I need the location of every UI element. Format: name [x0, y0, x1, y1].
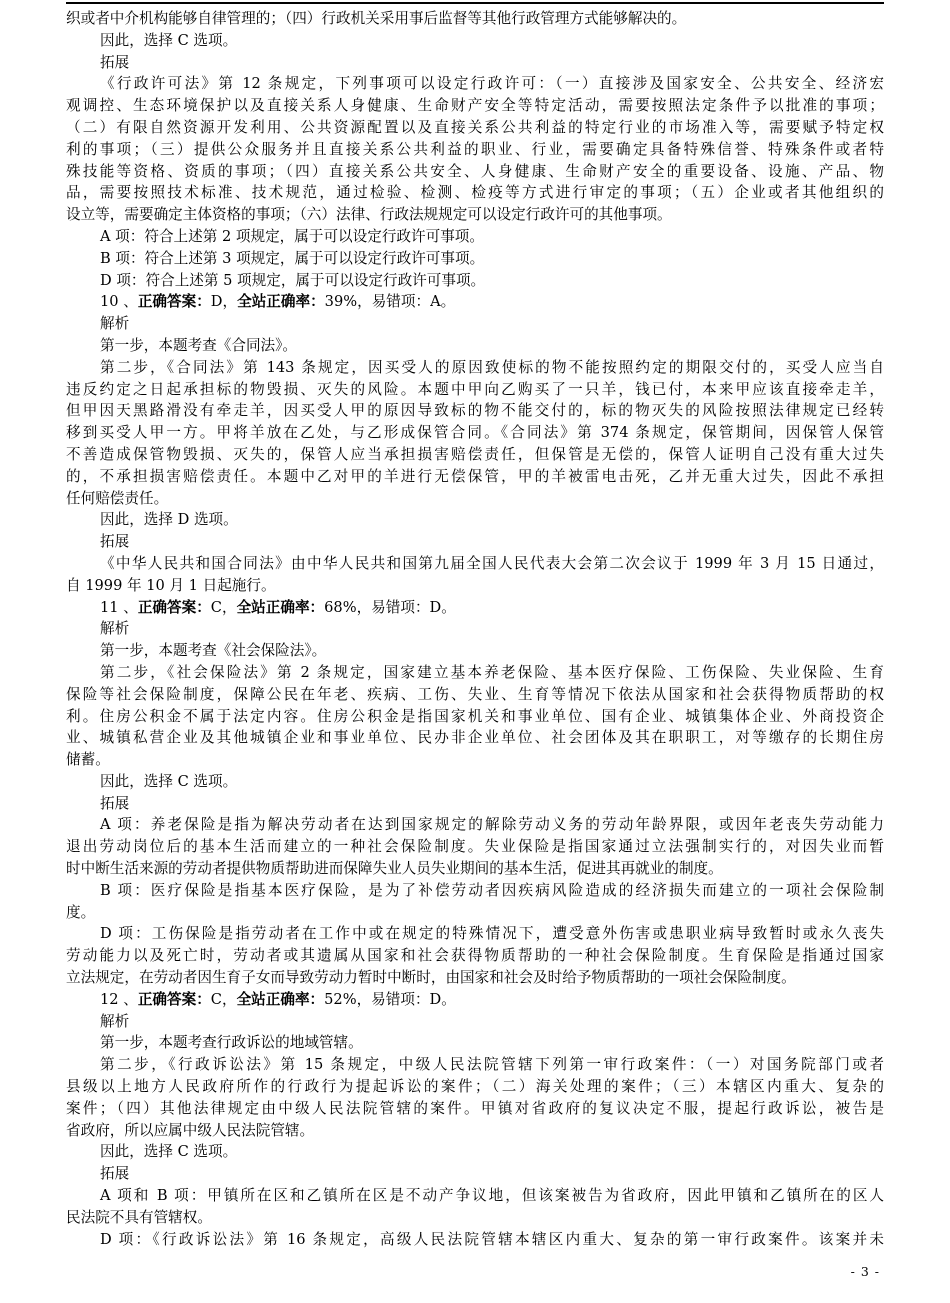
correct-answer-label: 正确答案：: [137, 598, 211, 616]
paragraph-line: 退出劳动岗位后的基本生活而建立的一种社会保险制度。失业保险是指国家通过立法强制实行的，对因失业而暂: [66, 838, 884, 856]
correct-answer-value: C，: [210, 598, 237, 616]
paragraph-line: 解析: [100, 620, 130, 638]
paragraph-line: D 项：工伤保险是指劳动者在工作中或在规定的特殊情况下，遭受意外伤害或患职业病导致暂时或永久丧失: [100, 925, 884, 943]
accuracy-label: 全站正确率：: [237, 293, 325, 311]
answer-summary: [66, 291, 884, 313]
paragraph-line: 拓展: [100, 1165, 130, 1183]
correct-answer-value: D，: [210, 293, 238, 311]
paragraph-line: A 项：养老保险是指为解决劳动者在达到国家规定的解除劳动义务的劳动年龄界限，或因年老丧失劳动能力: [100, 816, 884, 834]
paragraph-line: 因此，选择 C 选项。: [100, 1143, 238, 1161]
paragraph-line: 设立等，需要确定主体资格的事项；（六）法律、行政法规规定可以设定行政许可的其他事项。: [66, 206, 672, 224]
paragraph-line: 第一步，本题考查《社会保险法》。: [100, 642, 327, 660]
accuracy-label: 全站正确率：: [236, 598, 325, 616]
paragraph-line: 县级以上地方人民政府所作的行政行为提起诉讼的案件；（二）海关处理的案件；（三）本辖区内重大、复杂的: [66, 1078, 884, 1096]
correct-answer-label: 正确答案：: [137, 293, 211, 311]
paragraph-line: 省政府，所以应属中级人民法院管辖。: [66, 1121, 315, 1139]
paragraph-line: 利。住房公积金不属于法定内容。住房公积金是指国家机关和事业单位、国有企业、城镇集体企业、外商投资企: [66, 707, 884, 725]
paragraph-line: 第二步，《社会保险法》第 2 条规定，国家建立基本养老保险、基本医疗保险、工伤保险、失业保险、生育: [100, 663, 884, 681]
paragraph-line: 移到买受人甲一方。甲将羊放在乙处，与乙形成保管合同。《合同法》第 374 条规定，保管期间，因保管人保管: [66, 424, 884, 442]
paragraph-line: 民法院不具有管辖权。: [66, 1208, 212, 1226]
paragraph-line: 不善造成保管物毁损、灭失的，保管人应当承担损害赔偿责任，但保管是无偿的，保管人证明自己没有重大过失: [66, 445, 884, 463]
answer-summary: [66, 597, 884, 619]
paragraph-line: 品，需要按照技术标准、技术规范，通过检验、检测、检疫等方式进行审定的事项；（五）企业或者其他组织的: [66, 184, 884, 202]
correct-answer-value: C，: [210, 990, 237, 1008]
paragraph-line: B 项：医疗保险是指基本医疗保险，是为了补偿劳动者因疾病风险造成的经济损失而建立的一项社会保险制: [100, 881, 884, 899]
paragraph-line: 第二步，《行政诉讼法》第 15 条规定，中级人民法院管辖下列第一审行政案件：（一）对国务院部门或者: [100, 1056, 884, 1074]
paragraph-line: 任何赔偿责任。: [66, 489, 169, 507]
paragraph-line: 观调控、生态环境保护以及直接关系人身健康、生命财产安全等特定活动，需要按照法定条件予以批准的事项；: [66, 97, 884, 115]
answer-number: 10 、: [100, 293, 138, 311]
paragraph-line: 储蓄。: [66, 751, 110, 769]
paragraph-line: 织或者中介机构能够自律管理的；（四）行政机关采用事后监督等其他行政管理方式能够解决的。: [66, 10, 687, 27]
paragraph-line: 的，不承担损害赔偿责任。本题中乙对甲的羊进行无偿保管，甲的羊被雷电击死，乙并无重大过失，因此不承担: [66, 467, 884, 485]
paragraph-line: 因此，选择 C 选项。: [100, 31, 238, 49]
paragraph-line: （二）有限自然资源开发利用、公共资源配置以及直接关系公共利益的特定行业的市场准入等，需要赋予特定权: [66, 118, 884, 136]
paragraph-line: 立法规定，在劳动者因生育子女而导致劳动力暂时中断时，由国家和社会及时给予物质帮助的一项社会保险制度。: [66, 969, 796, 987]
paragraph-line: D 项：符合上述第 5 项规定，属于可以设定行政许可事项。: [100, 271, 486, 289]
paragraph-line: 业、城镇私营企业及其他城镇企业和事业单位、民办非企业单位、社会团体及其在职职工，对等缴存的长期住房: [66, 729, 884, 747]
paragraph-line: 第一步，本题考查《合同法》。: [100, 336, 298, 354]
paragraph-line: 《行政许可法》第 12 条规定，下列事项可以设定行政许可：（一）直接涉及国家安全、公共安全、经济宏: [100, 75, 884, 93]
paragraph-line: 案件；（四）其他法律规定由中级人民法院管辖的案件。甲镇对省政府的复议决定不服，提起行政诉讼，被告是: [66, 1099, 884, 1117]
correct-answer-label: 正确答案：: [137, 990, 211, 1008]
paragraph-line: 度。: [66, 903, 96, 921]
paragraph-line: 殊技能等资格、资质的事项；（四）直接关系公共安全、人身健康、生命财产安全的重要设备、设施、产品、物: [66, 162, 884, 180]
paragraph-line: 拓展: [100, 794, 130, 812]
paragraph-line: B 项：符合上述第 3 项规定，属于可以设定行政许可事项。: [100, 249, 485, 267]
answer-number: 11 、: [100, 598, 138, 616]
paragraph-line: 拓展: [100, 53, 130, 71]
paragraph-line: 但甲因天黑路滑没有牵走羊，因买受人甲的原因导致标的物不能交付的，标的物灭失的风险按照法律规定已经转: [66, 402, 884, 420]
paragraph-line: 因此，选择 C 选项。: [100, 772, 238, 790]
paragraph-line: 违反约定之日起承担标的物毁损、灭失的风险。本题中甲向乙购买了一只羊，钱已付，本来甲应该直接牵走羊，: [66, 380, 884, 398]
document-body: [66, 8, 884, 1250]
accuracy-value: 39%，易错项：A。: [324, 293, 456, 311]
paragraph-line: 解析: [100, 1012, 130, 1030]
accuracy-label: 全站正确率：: [236, 990, 325, 1008]
accuracy-value: 68%，易错项：D。: [324, 598, 456, 616]
paragraph-line: 解析: [100, 315, 130, 333]
paragraph-line: 第二步，《合同法》第 143 条规定，因买受人的原因致使标的物不能按照约定的期限交付的，买受人应当自: [100, 358, 884, 376]
paragraph-line: 因此，选择 D 选项。: [100, 511, 238, 529]
paragraph-line: 自 1999 年 10 月 1 日起施行。: [66, 576, 276, 594]
paragraph-line: 劳动能力以及死亡时，劳动者或其遗属从国家和社会获得物质帮助的一种社会保险制度。生育保险是指通过国家: [66, 947, 884, 965]
paragraph-line: D 项：《行政诉讼法》第 16 条规定，高级人民法院管辖本辖区内重大、复杂的第一审行政案件。该案并未: [100, 1230, 884, 1248]
page-number: - 3 -: [850, 1264, 880, 1279]
paragraph-line: A 项：符合上述第 2 项规定，属于可以设定行政许可事项。: [100, 227, 484, 245]
paragraph-line: 第一步，本题考查行政诉讼的地域管辖。: [100, 1034, 363, 1052]
paragraph-line: 利的事项；（三）提供公众服务并且直接关系公共利益的职业、行业，需要确定具备特殊信誉、特殊条件或者特: [66, 140, 884, 158]
paragraph-line: 保险等社会保险制度，保障公民在年老、疾病、工伤、失业、生育等情况下依法从国家和社会获得物质帮助的权: [66, 685, 884, 703]
paragraph-line: 时中断生活来源的劳动者提供物质帮助进而保障失业人员失业期间的基本生活，促进其再就业的制度。: [66, 860, 723, 878]
accuracy-value: 52%，易错项：D。: [324, 990, 456, 1008]
paragraph-line: A 项和 B 项：甲镇所在区和乙镇所在区是不动产争议地，但该案被告为省政府，因此甲镇和乙镇所在的区人: [100, 1187, 884, 1205]
paragraph-line: 《中华人民共和国合同法》由中华人民共和国第九届全国人民代表大会第二次会议于 1999 年 3 月 15 日通过，: [100, 554, 884, 572]
top-rule: [66, 2, 884, 4]
answer-number: 12 、: [100, 990, 138, 1008]
answer-summary: [66, 989, 884, 1011]
paragraph-line: 拓展: [100, 533, 130, 551]
